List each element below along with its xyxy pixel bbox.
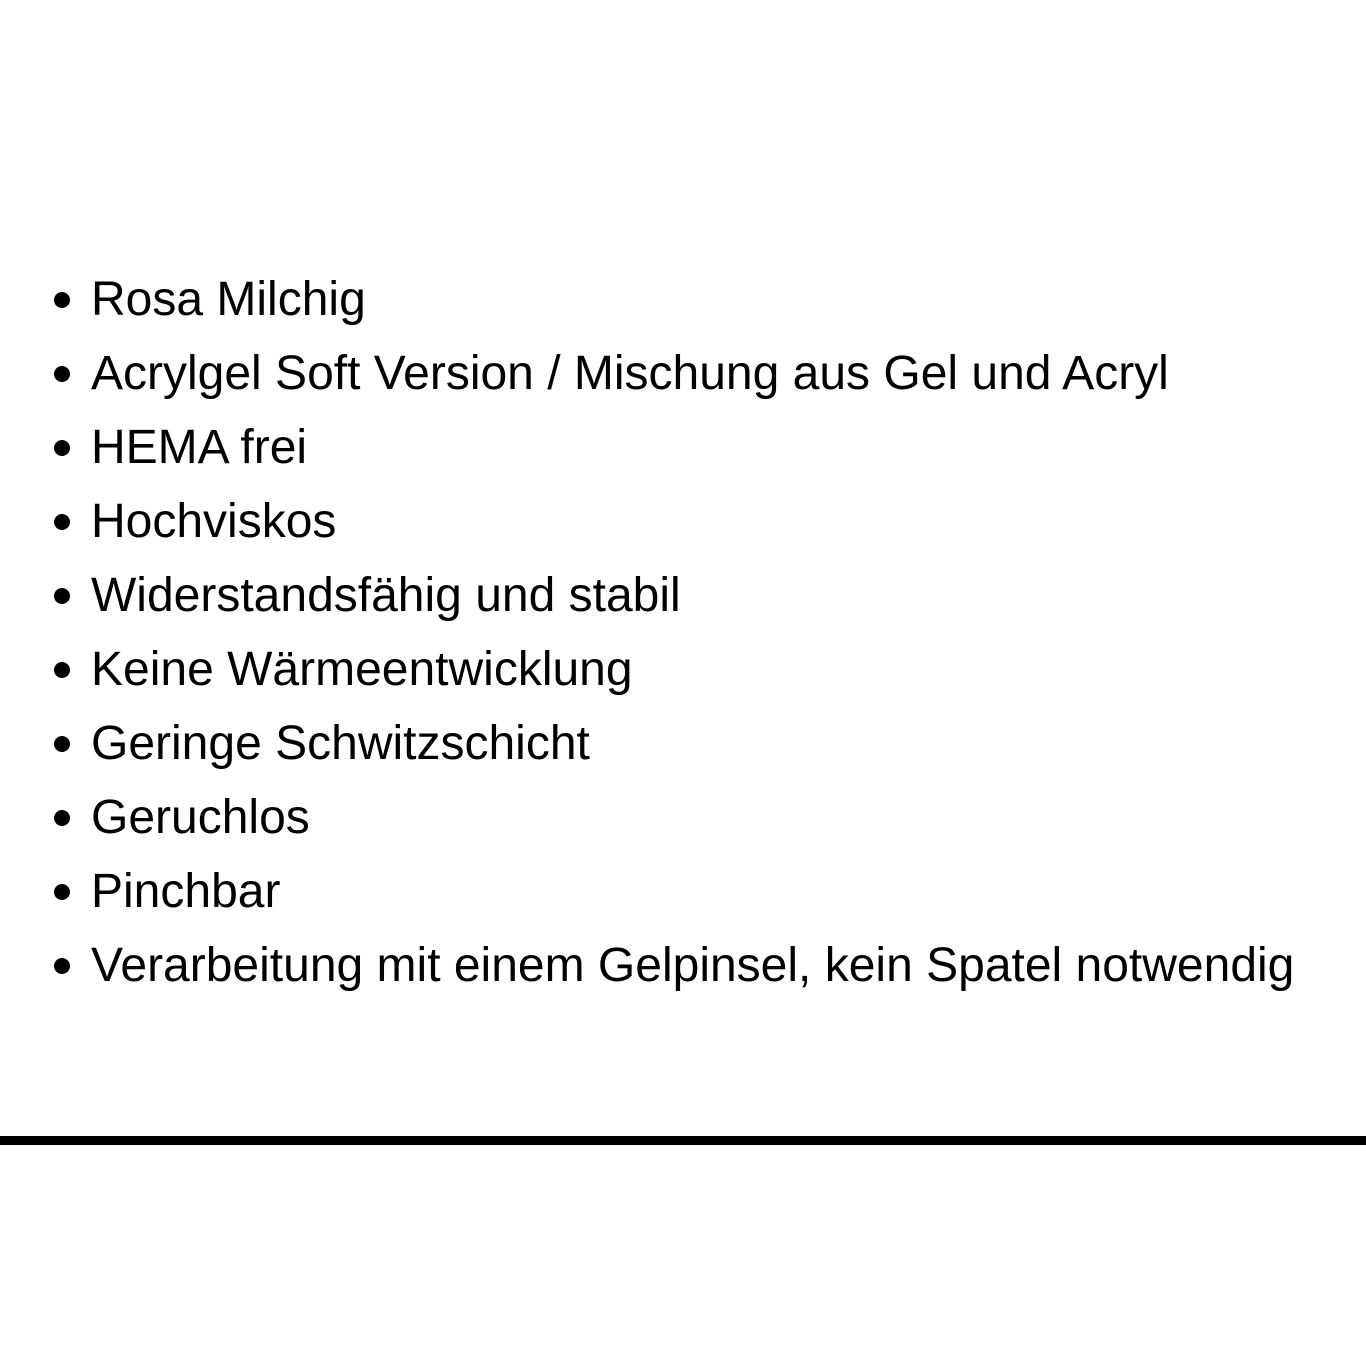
horizontal-divider: [0, 1136, 1366, 1145]
bullet-icon: [54, 292, 70, 308]
bullet-icon: [54, 662, 70, 678]
bullet-icon: [54, 884, 70, 900]
feature-text: Keine Wärmeentwicklung: [91, 643, 633, 696]
list-item: [0, 337, 1366, 411]
list-item: [0, 633, 1366, 707]
feature-text: Geringe Schwitzschicht: [91, 717, 590, 770]
feature-text: Rosa Milchig: [91, 273, 366, 326]
bullet-icon: [54, 736, 70, 752]
feature-text: Acrylgel Soft Version / Mischung aus Gel und Acryl: [91, 347, 1169, 400]
list-item: [0, 855, 1366, 929]
bullet-icon: [54, 440, 70, 456]
list-item: [0, 485, 1366, 559]
feature-text: Hochviskos: [91, 495, 337, 548]
bullet-icon: [54, 810, 70, 826]
list-item: [0, 559, 1366, 633]
feature-text: HEMA frei: [91, 421, 308, 474]
list-item: [0, 929, 1366, 1003]
feature-text: Pinchbar: [91, 865, 281, 918]
bullet-icon: [54, 366, 70, 382]
list-item: [0, 707, 1366, 781]
feature-text: Widerstandsfähig und stabil: [91, 569, 681, 622]
feature-text: Geruchlos: [91, 791, 310, 844]
bullet-icon: [54, 588, 70, 604]
list-item: [0, 411, 1366, 485]
feature-text: Verarbeitung mit einem Gelpinsel, kein Spatel notwendig: [91, 939, 1295, 992]
list-item: [0, 263, 1366, 337]
bullet-icon: [54, 958, 70, 974]
bullet-icon: [54, 514, 70, 530]
list-item: [0, 781, 1366, 855]
feature-list: [0, 263, 1366, 1003]
